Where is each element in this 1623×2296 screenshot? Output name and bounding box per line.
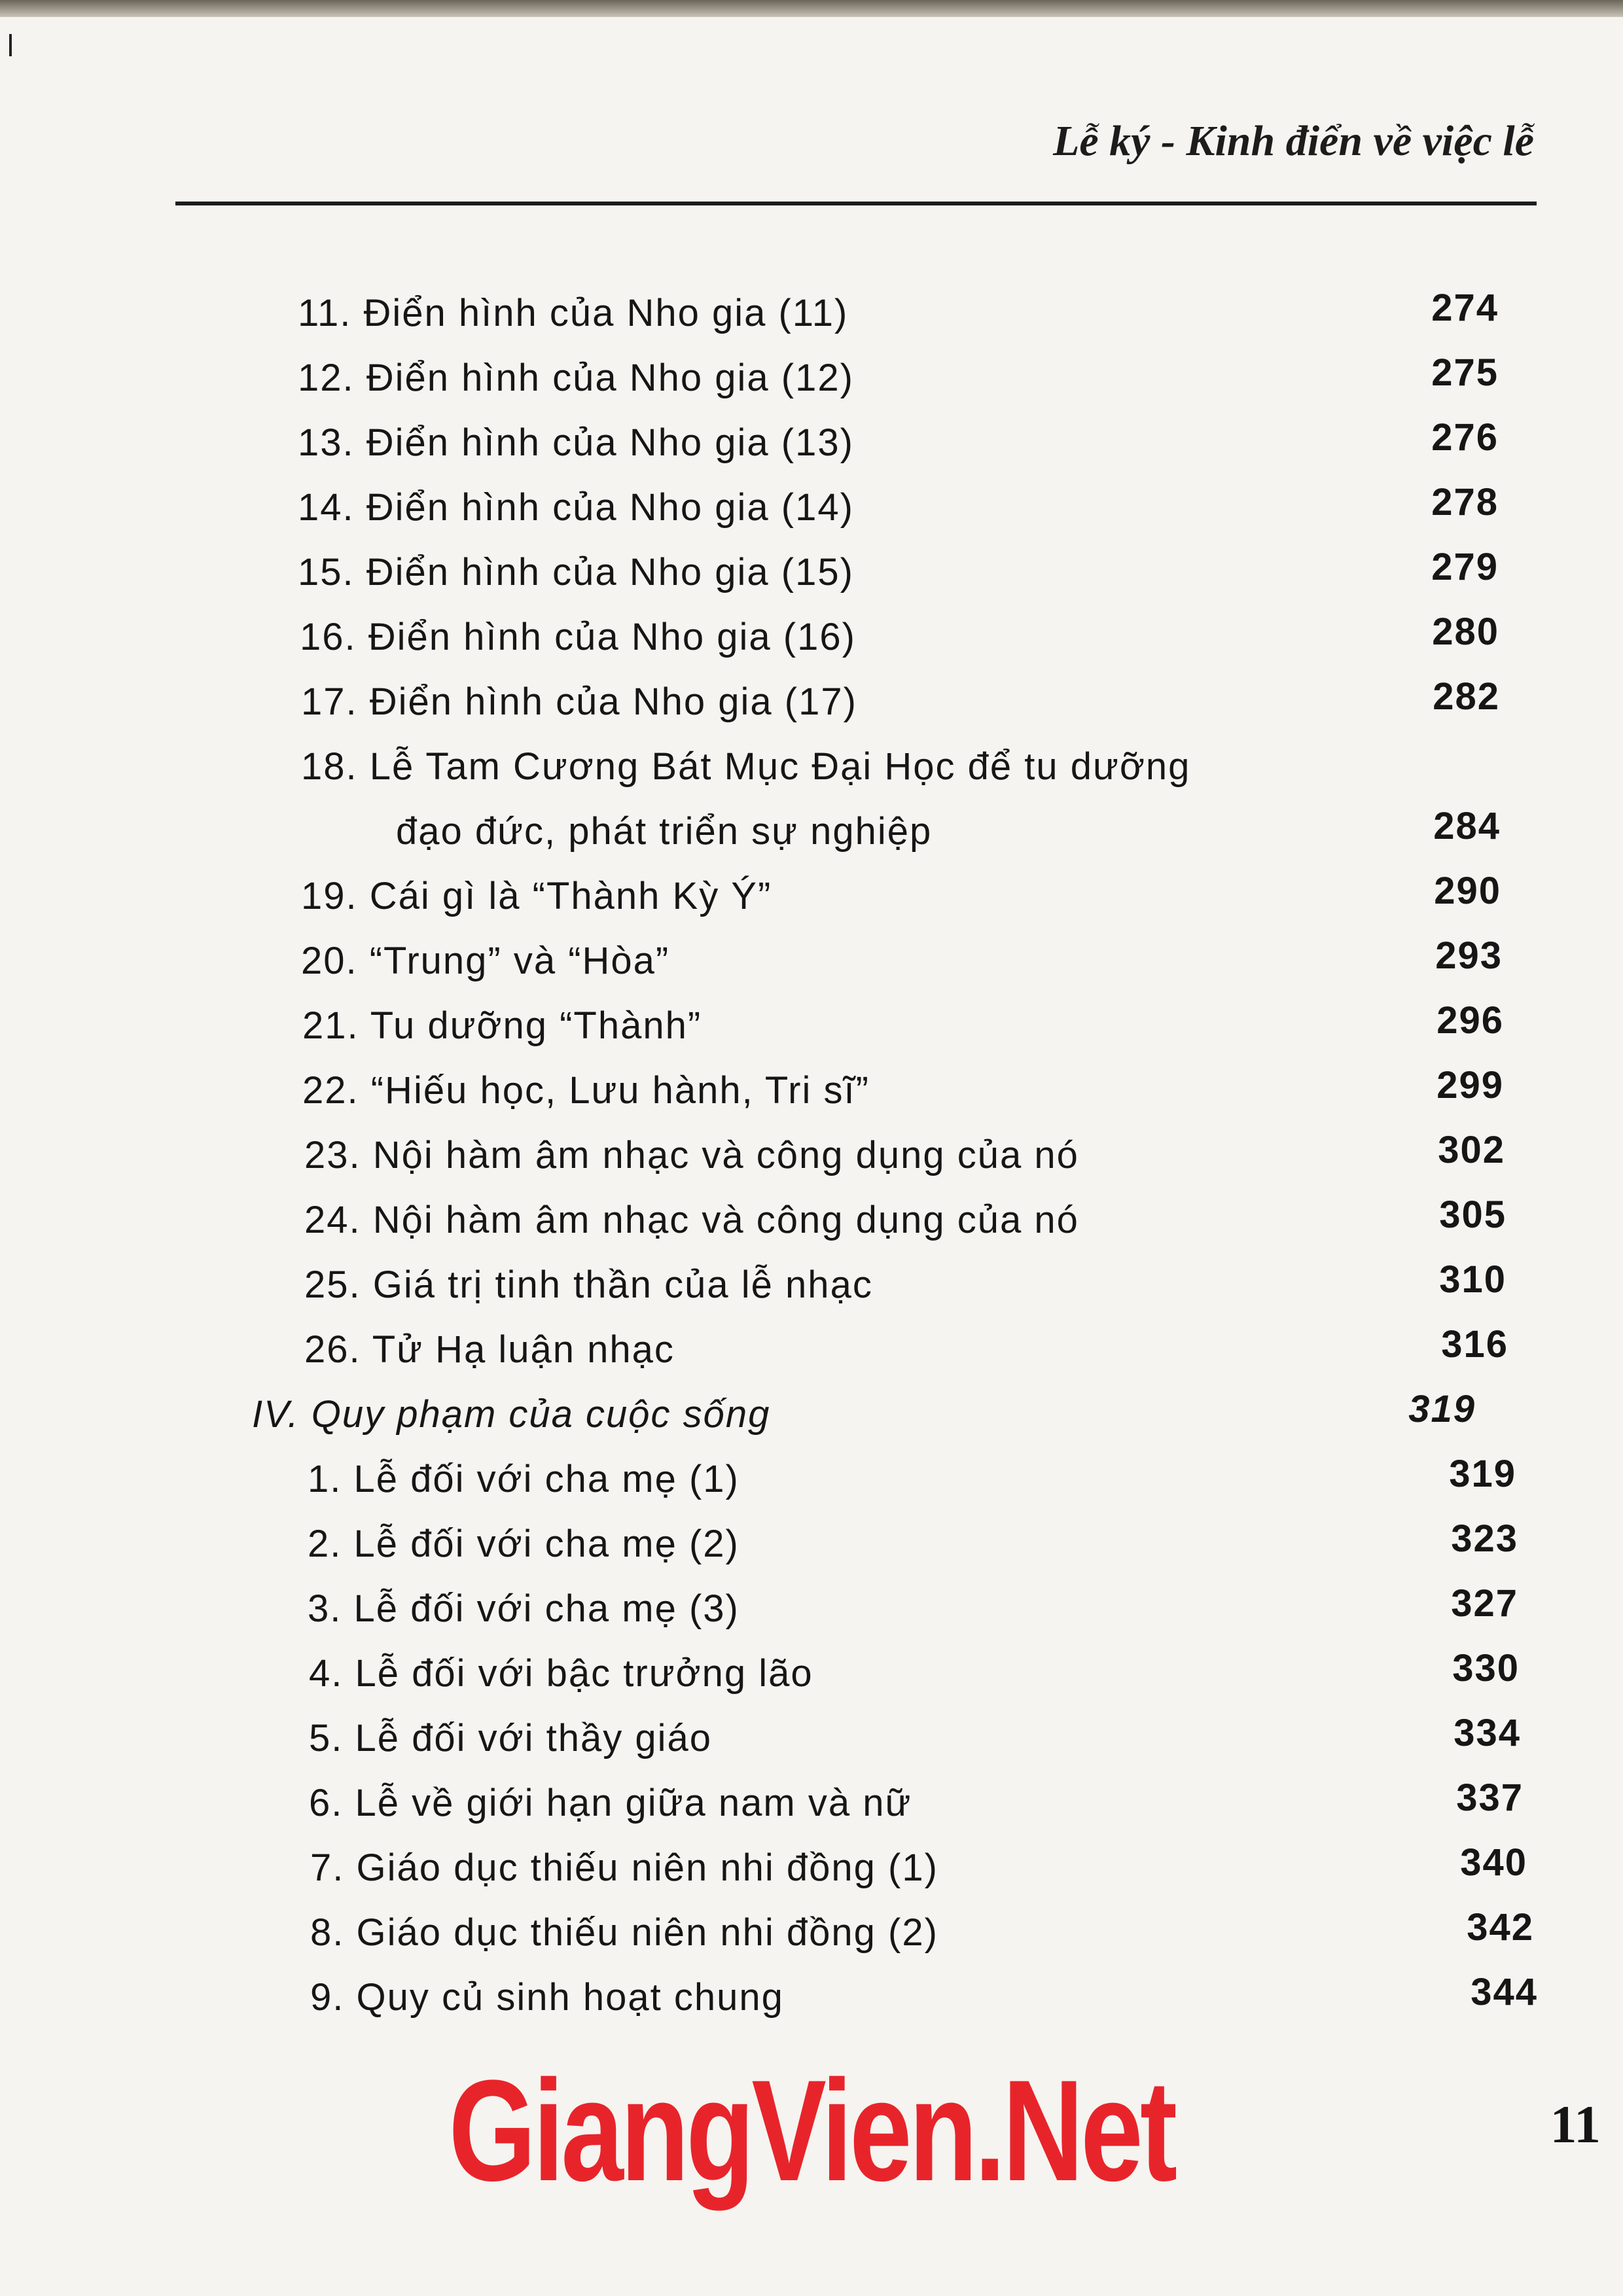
toc-entry-page: 276 xyxy=(1431,416,1499,459)
scan-edge xyxy=(0,0,1623,17)
toc-entry xyxy=(308,1517,1518,1581)
toc-entry xyxy=(301,745,1500,804)
toc-entry xyxy=(301,675,1500,739)
toc-entry-page: 280 xyxy=(1432,610,1499,653)
toc-entry-page: 299 xyxy=(1436,1064,1504,1106)
toc-entry-page: 344 xyxy=(1471,1971,1538,2013)
toc-entry xyxy=(309,1776,1524,1840)
toc-entry xyxy=(304,1129,1505,1192)
toc-entry xyxy=(304,1193,1507,1257)
toc-entry xyxy=(310,1906,1534,1969)
toc-entry-page: 342 xyxy=(1467,1906,1534,1949)
toc-entry-title: 9. Quy củ sinh hoạt chung xyxy=(310,1976,784,2019)
toc-entry-page: 340 xyxy=(1460,1841,1527,1884)
toc-entry xyxy=(298,546,1499,609)
toc-entry xyxy=(302,1064,1504,1127)
toc-entry-title: 20. “Trung” và “Hòa” xyxy=(301,940,670,982)
toc-section-heading xyxy=(252,1388,1476,1451)
page-number: 11 xyxy=(1550,2094,1601,2154)
toc-entry-page: 279 xyxy=(1431,546,1499,588)
toc-entry-title: 4. Lễ đối với bậc trưởng lão xyxy=(309,1652,813,1695)
toc-entry xyxy=(310,1841,1527,1905)
toc-entry-title: 7. Giáo dục thiếu niên nhi đồng (1) xyxy=(310,1846,938,1889)
toc-entry xyxy=(304,1323,1508,1386)
toc-entry-page: 310 xyxy=(1439,1258,1507,1301)
toc-entry xyxy=(301,934,1503,998)
toc-entry-title: 25. Giá trị tinh thần của lễ nhạc xyxy=(304,1263,873,1306)
toc-entry-title: 26. Tử Hạ luận nhạc xyxy=(304,1328,675,1371)
toc-entry-page: 274 xyxy=(1431,287,1499,329)
toc-entry-title: 15. Điển hình của Nho gia (15) xyxy=(298,551,854,593)
site-watermark: GiangVien.Net xyxy=(448,2050,1175,2211)
toc-entry-page: 327 xyxy=(1451,1582,1518,1625)
toc-entry-page: 296 xyxy=(1436,999,1504,1042)
header-rule xyxy=(175,202,1537,205)
toc-entry-title: 16. Điển hình của Nho gia (16) xyxy=(300,616,856,658)
toc-entry-page: 302 xyxy=(1438,1129,1505,1171)
toc-entry-page: 316 xyxy=(1441,1323,1508,1366)
toc-entry-title: 23. Nội hàm âm nhạc và công dụng của nó xyxy=(304,1134,1079,1176)
toc-entry xyxy=(302,999,1504,1063)
toc-entry-title: 14. Điển hình của Nho gia (14) xyxy=(298,486,854,529)
toc-entry xyxy=(309,1712,1521,1775)
toc-entry-page: 293 xyxy=(1435,934,1503,977)
toc-entry-page: 284 xyxy=(1433,805,1501,847)
toc-entry-title: 22. “Hiếu học, Lưu hành, Tri sĩ” xyxy=(302,1069,870,1112)
toc-entry-title: 13. Điển hình của Nho gia (13) xyxy=(298,421,854,464)
toc-entry xyxy=(310,1971,1538,2034)
toc-entry xyxy=(304,1258,1507,1322)
toc-entry-page: 319 xyxy=(1449,1453,1516,1495)
toc-entry-title: 21. Tu dưỡng “Thành” xyxy=(302,1004,702,1047)
toc-entry-title: đạo đức, phát triển sự nghiệp xyxy=(396,810,933,853)
toc-entry-continuation xyxy=(396,805,1501,868)
toc-entry xyxy=(308,1582,1518,1646)
toc-section-page: 319 xyxy=(1408,1388,1476,1430)
toc-entry-title: 2. Lễ đối với cha mẹ (2) xyxy=(308,1523,740,1565)
toc-entry-page: 275 xyxy=(1431,351,1499,394)
toc-entry xyxy=(308,1453,1516,1516)
toc-entry-title: 18. Lễ Tam Cương Bát Mục Đại Học để tu dưỡng xyxy=(301,745,1191,788)
toc-entry-page: 305 xyxy=(1439,1193,1507,1236)
toc-entry-page: 337 xyxy=(1456,1776,1524,1819)
toc-entry xyxy=(298,351,1499,415)
toc-entry-page: 330 xyxy=(1452,1647,1520,1689)
toc-entry xyxy=(298,287,1499,350)
toc-entry xyxy=(301,870,1501,933)
toc-entry-title: 8. Giáo dục thiếu niên nhi đồng (2) xyxy=(310,1911,938,1954)
toc-entry-title: 19. Cái gì là “Thành Kỳ Ý” xyxy=(301,875,772,917)
corner-mark xyxy=(9,34,12,56)
toc-entry-title: 5. Lễ đối với thầy giáo xyxy=(309,1717,713,1759)
toc-entry-title: 24. Nội hàm âm nhạc và công dụng của nó xyxy=(304,1199,1079,1241)
toc-entry-title: 11. Điển hình của Nho gia (11) xyxy=(298,292,849,334)
toc-entry-title: 6. Lễ về giới hạn giữa nam và nữ xyxy=(309,1782,912,1824)
toc-section-title: IV. Quy phạm của cuộc sống xyxy=(252,1393,771,1436)
running-header: Lễ ký - Kinh điển về việc lễ xyxy=(1053,117,1534,165)
toc-entry-page: 278 xyxy=(1431,481,1499,523)
toc-entry-title: 1. Lễ đối với cha mẹ (1) xyxy=(308,1458,740,1500)
toc-entry-title: 12. Điển hình của Nho gia (12) xyxy=(298,357,854,399)
toc-entry xyxy=(298,481,1499,544)
toc-entry xyxy=(298,416,1499,480)
toc-entry-page: 290 xyxy=(1434,870,1501,912)
toc-entry-page: 334 xyxy=(1454,1712,1521,1754)
toc-entry-page: 323 xyxy=(1451,1517,1518,1560)
toc-entry-title: 3. Lễ đối với cha mẹ (3) xyxy=(308,1587,740,1630)
toc-entry-page: 282 xyxy=(1433,675,1500,718)
toc-entry xyxy=(300,610,1499,674)
toc-entry xyxy=(309,1647,1520,1710)
toc-entry-title: 17. Điển hình của Nho gia (17) xyxy=(301,680,857,723)
